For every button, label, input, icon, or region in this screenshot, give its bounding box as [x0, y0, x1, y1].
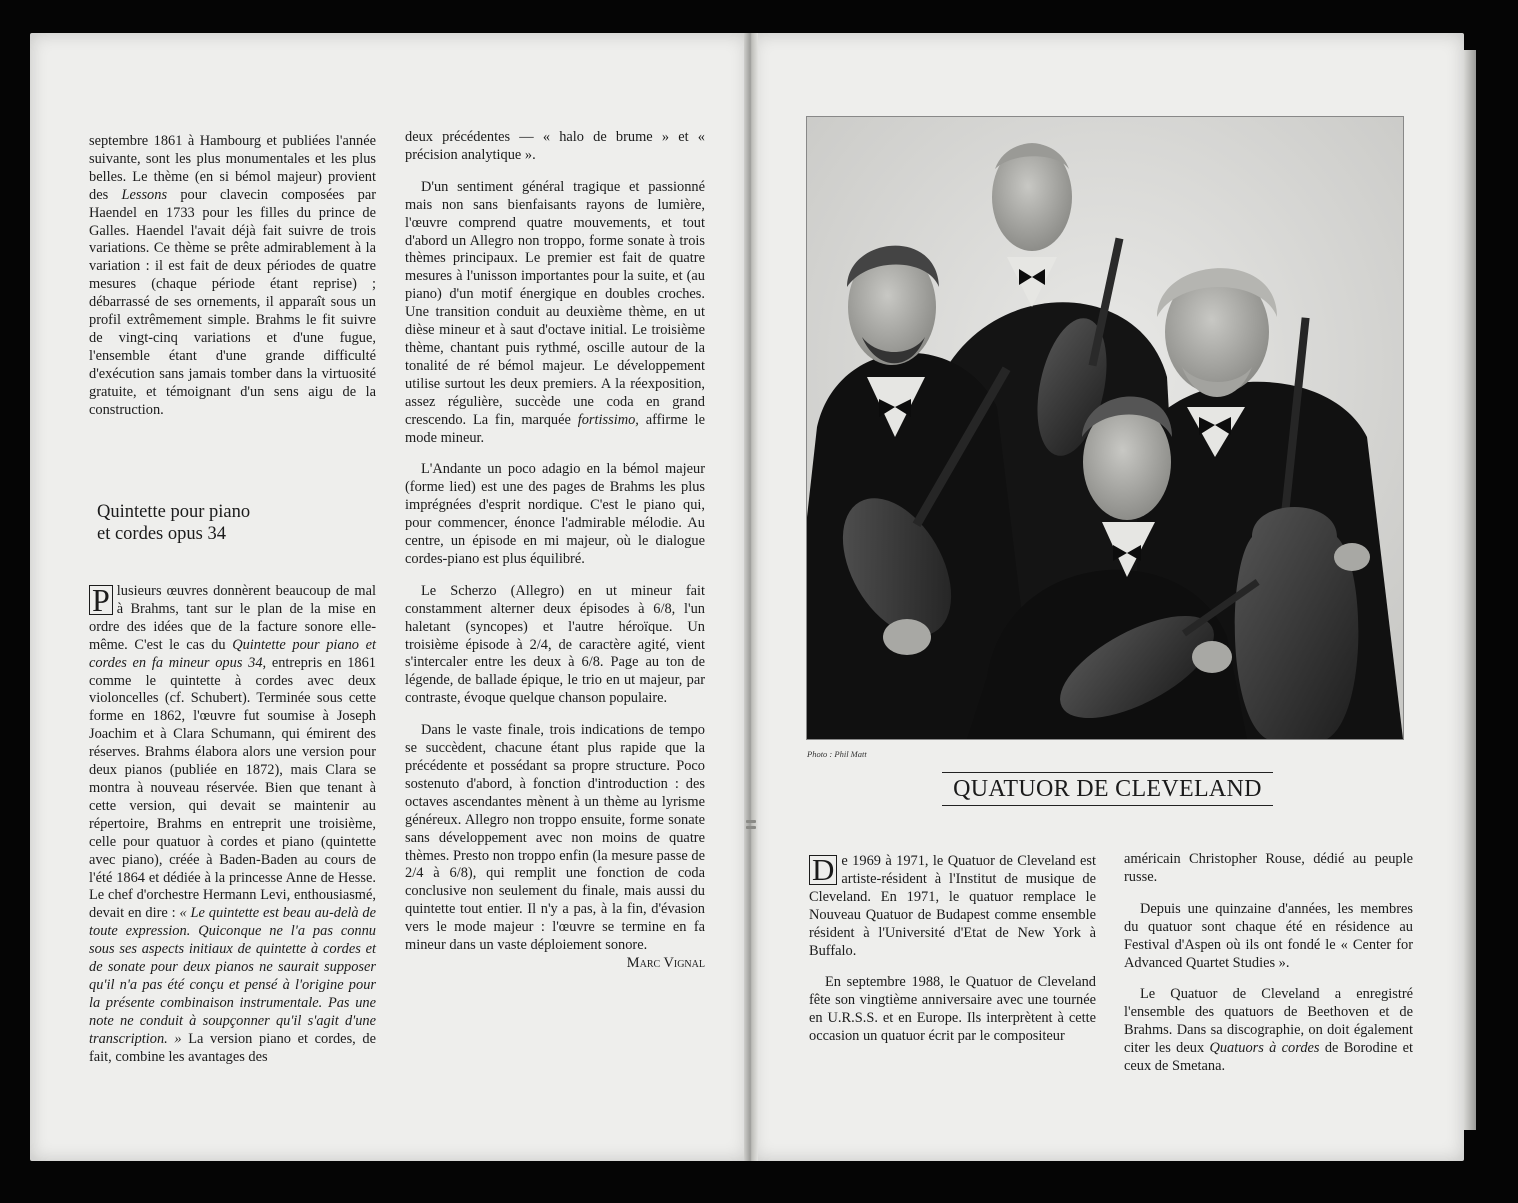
- quartet-photo: [806, 116, 1404, 740]
- finale-paragraph: Dans le vaste finale, trois indications de tempo se succèdent, chacune étant plus rapide que la précédente et possédant sa propre structure. Poco sostenuto d'abord, à fonction d'introduction : des octaves ascendantes mènent à un thème au lyrisme généreux. Allegro non troppo ensuite, forme sonate sans développement avec non moins de quatre thèmes. Presto non troppo enfin (la mesure passe de 2/4 à 6/8), qui remplit une fonction de coda conclusive non seulement du finale, mais aussi du quintette tout entier. Il n'y a pas, à la fin, d'évasion vers le mode majeur : l'œuvre se termine en fa mineur dans un vaste déploiement sonore. Marc Vignal: [405, 722, 705, 971]
- continuation-paragraph: américain Christopher Rouse, dédié au peuple russe.: [1124, 851, 1413, 885]
- page-edge: [1464, 50, 1476, 1130]
- section-heading-line-1: Quintette pour piano: [97, 502, 251, 522]
- left-column-1-body: [89, 583, 376, 1066]
- right-column-1: [809, 853, 1096, 1046]
- andante-paragraph: L'Andante un poco adagio en la bémol majeur (forme lied) est une des pages de Brahms les plus imprégnées d'esprit nordique. C'est le piano qui, pour commencer, énonce l'admirable mélodie. Au centre, un épisode en mi majeur, où le dialogue cordes-piano est plus équilibré.: [405, 461, 705, 567]
- dropcap-letter: D: [809, 855, 837, 885]
- section-heading: [97, 501, 397, 545]
- intro-paragraph: septembre 1861 à Hambourg et publiées l'année suivante, sont les plus monumentales et les plus belles. Le thème (en si bémol majeur) provient des Lessons pour clavecin composées par Haendel en 1733 pour les filles du prince de Galles. Haendel l'avait déjà fait suivre de trois variations. Ce thème se prête admirablement à la variation : il est fait de deux périodes de quatre mesures (chaque période étant reprise) ; débarrassé de ses ornements, il apparaît sous un profil extrêmement simple. Brahms le fit suivre de vingt-cinq variations et d'une fugue, l'ensemble étant d'une grande difficulté d'exécution sans jamais tomber dans la virtuosité gratuite, et témoignant d'un sens aigu de la construction.: [89, 133, 376, 418]
- page-title: QUATUOR DE CLEVELAND: [953, 776, 1262, 802]
- title-rule-bottom: [942, 805, 1273, 806]
- binding-thread: [746, 820, 756, 823]
- scherzo-paragraph: Le Scherzo (Allegro) en ut mineur fait constamment alterner deux épisodes à 6/8, l'un haletant (syncopes) et l'autre héroïque. Un troisième épisode à 2/4, de caractère agité, vient s'intercaler entre les deux à 6/8. Page au ton de légende, de ballade épique, le trio en ut majeur, par contraste, évoque quelque chanson populaire.: [405, 582, 705, 707]
- left-column-2: [405, 129, 705, 973]
- history-paragraph: D e 1969 à 1971, le Quatuor de Cleveland est artiste-résident à l'Institut de musique de Cleveland. En 1971, le quatuor remplace le Nouveau Quatuor de Budapest comme ensemble résident à l'Université d'Etat de New York à Buffalo.: [809, 852, 1096, 959]
- photo-credit: Photo : Phil Matt: [807, 749, 867, 759]
- right-column-2: [1124, 851, 1413, 1076]
- section-heading-line-2: et cordes opus 34: [97, 524, 226, 544]
- dropcap-letter: P: [89, 585, 113, 615]
- binding-thread: [746, 826, 756, 829]
- aspen-paragraph: Depuis une quinzaine d'années, les membres du quatuor sont chaque été en résidence au Festival d'Aspen où ils ont fondé le « Center for Advanced Quartet Studies ».: [1124, 900, 1413, 971]
- book-gutter: [744, 33, 758, 1161]
- left-column-1: [89, 133, 376, 420]
- title-rule-top: [942, 772, 1273, 773]
- author-signature: Marc Vignal: [626, 954, 705, 971]
- first-movement-paragraph: D'un sentiment général tragique et passionné mais non sans bienfaisants rayons de lumière, l'œuvre comprend quatre mouvements, et tout d'abord un Allegro non troppo, forme sonate à trois thèmes principaux. Le premier est fait de quatre mesures à l'unisson importantes pour la suite, et (au piano) d'un motif énergique en doubles croches. Une transition conduit au deuxième thème, en ut dièse mineur et à saut d'octave initial. Le troisième thème, chantant puis rythmé, oscille autour de la tonalité de ré bémol majeur. Le développement utilise surtout les deux premiers. A la réexposition, assez régulière, succède une coda en grand crescendo. La fin, marquée fortissimo, affirme le mode mineur.: [405, 178, 705, 446]
- continuation-paragraph: deux précédentes — « halo de brume » et « précision analytique ».: [405, 129, 705, 163]
- discography-paragraph: Le Quatuor de Cleveland a enregistré l'ensemble des quatuors de Beethoven et de Brahms. Dans sa discographie, on doit également citer les deux Quatuors à cordes de Borodine et ceux de Smetana.: [1124, 986, 1413, 1075]
- anniversary-paragraph: En septembre 1988, le Quatuor de Cleveland fête son vingtième anniversaire avec une tournée en U.R.S.S. et en Europe. Ils interprètent à cette occasion un quatuor écrit par le compositeur: [809, 974, 1096, 1045]
- quintet-paragraph: P lusieurs œuvres donnèrent beaucoup de mal à Brahms, tant sur le plan de la mise en ordre des idées que de la facture sonore elle-même. C'est le cas du Quintette pour piano et cordes en fa mineur opus 34, entrepris en 1861 comme le quintette à cordes avec deux violoncelles (cf. Schubert). Terminée sous cette forme en 1862, l'œuvre fut soumise à Joseph Joachim et à Clara Schumann, qui émirent des réserves. Brahms élabora alors une version pour deux pianos (publiée en 1872), mais Clara se montra à nouveau réservée. Bien que tenant à cette version, qui devait se maintenir au répertoire, Brahms en entreprit une troisième, celle pour quatuor à cordes et piano (quintette avec piano), créée à Baden-Baden au cours de l'été 1864 et dédiée à la princesse Anne de Hesse. Le chef d'orchestre Hermann Levi, enthousiasmé, devait en dire : « Le quintette est beau au-delà de toute expression. Quiconque ne l'a pas connu sous ses aspects initiaux de quintette à cordes et de sonate pour deux pianos ne saurait supposer qu'il n'a pas été conçu et pensé à l'origine pour la présente combinaison instrumentale. Pas une note ne conduit à soupçonner qu'il s'agit d'une transcription. » La version piano et cordes, de fait, combine les avantages des: [89, 582, 376, 1065]
